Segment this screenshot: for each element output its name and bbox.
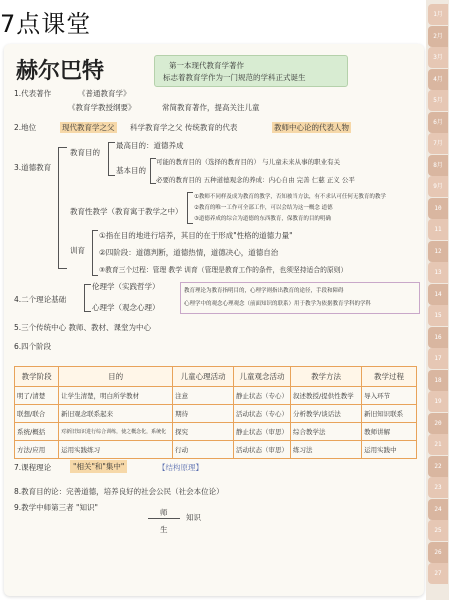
s7-highlight: "相关"和"集中" <box>70 460 127 473</box>
table-header-cell: 教学方法 <box>291 367 362 387</box>
app-title: 7点课堂 <box>0 10 92 38</box>
month-tab[interactable]: 4月 <box>428 69 448 90</box>
table-header-cell: 教学阶段 <box>15 367 59 387</box>
month-tab[interactable]: 1月 <box>428 4 448 25</box>
month-tab[interactable]: 14 <box>428 284 448 305</box>
month-tab[interactable]: 10 <box>428 198 448 219</box>
stages-table <box>14 366 417 459</box>
month-tab[interactable]: 5月 <box>428 90 448 111</box>
s6-text: 6.四个阶段 <box>14 342 52 351</box>
month-tab-rail <box>426 0 449 600</box>
table-cell: 新旧观念联系起来 <box>59 405 173 423</box>
s3-aim: 教育目的 <box>70 148 100 157</box>
table-cell: 静止状态（专心） <box>234 387 291 405</box>
table-cell: 方法/应用 <box>15 441 59 459</box>
s1-book2-note: 常简教育著作，提高关注儿童 <box>162 103 260 112</box>
month-tab[interactable]: 6月 <box>428 112 448 133</box>
page-title: 赫尔巴特 <box>16 58 105 84</box>
s2-highlight: 现代教育学之父 <box>62 123 115 132</box>
s3-aim-basic: 基本目的 <box>116 166 146 175</box>
table-cell: 分析教学/谈话法 <box>291 405 362 423</box>
month-tab[interactable]: 24 <box>428 499 448 520</box>
s2-rest: 科学教育学之父 传统教育的代表 <box>130 123 238 132</box>
table-cell: 联想/联合 <box>15 405 59 423</box>
s2-label: 2.地位 <box>14 123 37 132</box>
s9-label: 9.教学中师第三者 "知识" <box>14 503 98 512</box>
table-header-cell: 教学过程 <box>362 367 417 387</box>
s3-aim-bracket <box>108 142 115 176</box>
s7-label: 7.课程理论 <box>14 463 52 472</box>
s1-book2: 《教育学教授纲要》 <box>68 103 136 112</box>
table-cell: 练习法 <box>291 441 362 459</box>
month-tab[interactable]: 3月 <box>428 47 448 68</box>
table-cell: 注意 <box>173 387 234 405</box>
month-tab[interactable]: 2月 <box>428 26 448 47</box>
s1-label: 1.代表著作 <box>14 89 52 98</box>
s3-method: 训育 <box>70 246 85 255</box>
s3-method-2: ②四阶段：道德判断，道德热情，道德决心，道德自治 <box>99 248 279 257</box>
table-cell: 对新旧知识进行综合训练，使之概念化，系统化 <box>59 423 173 441</box>
month-tab[interactable]: 20 <box>428 413 448 434</box>
s9-b: 生 <box>160 525 168 534</box>
s3-edu: 教育性教学（教育寓于教学之中） <box>70 207 183 216</box>
s3-label: 3.道德教育 <box>14 163 52 172</box>
s4-b: 心理学（观念心理） <box>92 303 160 312</box>
s3-edu-1: ①教师不同样及成为教育的教学，否知被当方法，有不求认可任何无教育的教学 <box>194 194 386 200</box>
s3-aim-high: 最高目的：道德养成 <box>116 141 184 150</box>
month-tab[interactable]: 17 <box>428 348 448 369</box>
banner-line-1: 第一本现代教育学著作 <box>169 61 244 70</box>
s4-a-note: 教育理论为教育指明目的，心理学则指出教育的途径，手段和障碍 <box>184 288 344 294</box>
app-header <box>0 0 449 44</box>
table-cell: 行动 <box>173 441 234 459</box>
banner-note <box>154 55 348 87</box>
month-tab[interactable]: 8月 <box>428 155 448 176</box>
table-header-row <box>15 367 417 387</box>
table-row <box>15 405 417 423</box>
month-tab[interactable]: 21 <box>428 434 448 455</box>
s4-a: 伦理学（实践哲学） <box>92 282 160 291</box>
table-cell: 综合教学法 <box>291 423 362 441</box>
month-tab[interactable]: 7月 <box>428 133 448 154</box>
table-cell: 叙述教授/提供性教学 <box>291 387 362 405</box>
s4-label: 4.二个理论基础 <box>14 295 67 304</box>
s3-method-bracket <box>92 230 98 276</box>
s3-method-3: ③教育三个过程：管理 教学 训育（管理是教育工作的条件，也须坚持适合的原则） <box>99 266 348 274</box>
s3-method-1: ①指在目的地进行培养，其目的在于形成"性格的道德力量" <box>99 231 293 240</box>
table-cell: 导入环节 <box>362 387 417 405</box>
table-row <box>15 441 417 459</box>
month-tab[interactable]: 27 <box>428 563 448 584</box>
banner-line-2: 标志着教育学作为一门规范的学科正式诞生 <box>163 73 306 82</box>
table-header-cell: 儿童心理活动 <box>173 367 234 387</box>
table-row <box>15 423 417 441</box>
s3-edu-2: ②教育的唯一工作可全部工作，可以会结为这一概念 道德 <box>194 205 333 211</box>
table-cell: 活动状态（审思） <box>234 441 291 459</box>
month-tab[interactable]: 18 <box>428 370 448 391</box>
s3-edu-3: ③道德养成的综合为道德的东西教育，保教育的目的明确 <box>194 216 331 222</box>
month-tab[interactable]: 15 <box>428 305 448 326</box>
table-cell: 探究 <box>173 423 234 441</box>
s4-bracket <box>84 284 91 312</box>
month-tab[interactable]: 12 <box>428 241 448 262</box>
table-cell: 新旧知识联系 <box>362 405 417 423</box>
month-tab[interactable]: 22 <box>428 456 448 477</box>
table-cell: 活动状态（专心） <box>234 405 291 423</box>
month-tab[interactable]: 13 <box>428 262 448 283</box>
s3-basic-2: 必要的教育目的 五种道德观念的养成：内心自由 完善 仁慈 正义 公平 <box>156 176 355 184</box>
s9-line <box>148 518 180 519</box>
s3-edu-bracket <box>187 192 193 224</box>
table-cell: 静止状态（审思） <box>234 423 291 441</box>
table-header-cell: 目的 <box>59 367 173 387</box>
table-header-cell: 儿童观念活动 <box>234 367 291 387</box>
month-tab[interactable]: 26 <box>428 542 448 563</box>
table-cell: 让学生清楚，明白所学教材 <box>59 387 173 405</box>
s7-tag: 【结构原理】 <box>158 463 203 472</box>
s1-book1: 《普通教育学》 <box>78 89 131 98</box>
month-tab[interactable]: 16 <box>428 327 448 348</box>
table-cell: 运用实践练习 <box>59 441 173 459</box>
month-tab[interactable]: 9月 <box>428 176 448 197</box>
s5-text: 5.三个传统中心 教师、教材、课堂为中心 <box>14 323 152 332</box>
month-tab[interactable]: 23 <box>428 477 448 498</box>
s9-c: 知识 <box>186 513 201 522</box>
s9-a: 师 <box>160 508 168 517</box>
month-tab[interactable]: 19 <box>428 391 448 412</box>
table-cell: 系统/概括 <box>15 423 59 441</box>
s3-bracket <box>58 147 67 269</box>
month-tab[interactable]: 25 <box>428 520 448 541</box>
note-page <box>4 44 424 596</box>
table-cell: 运用实践中 <box>362 441 417 459</box>
table-cell: 教师讲解 <box>362 423 417 441</box>
s8-text: 8.教育目的论：完善道德，培养良好的社会公民（社会本位论） <box>14 487 224 496</box>
s4-b-note: 心理学中的观念心理观念（前面知识的联系）用于教学为依据教育学科的学科 <box>184 301 372 307</box>
month-tab[interactable]: 11 <box>428 219 448 240</box>
table-row <box>15 387 417 405</box>
s3-basic-1: 可能的教育目的（选择的教育目的） 与儿童未来从事的职业有关 <box>156 158 341 166</box>
table-cell: 期待 <box>173 405 234 423</box>
s2-highlight-2: 教师中心论的代表人物 <box>274 123 349 132</box>
table-cell: 明了/清楚 <box>15 387 59 405</box>
